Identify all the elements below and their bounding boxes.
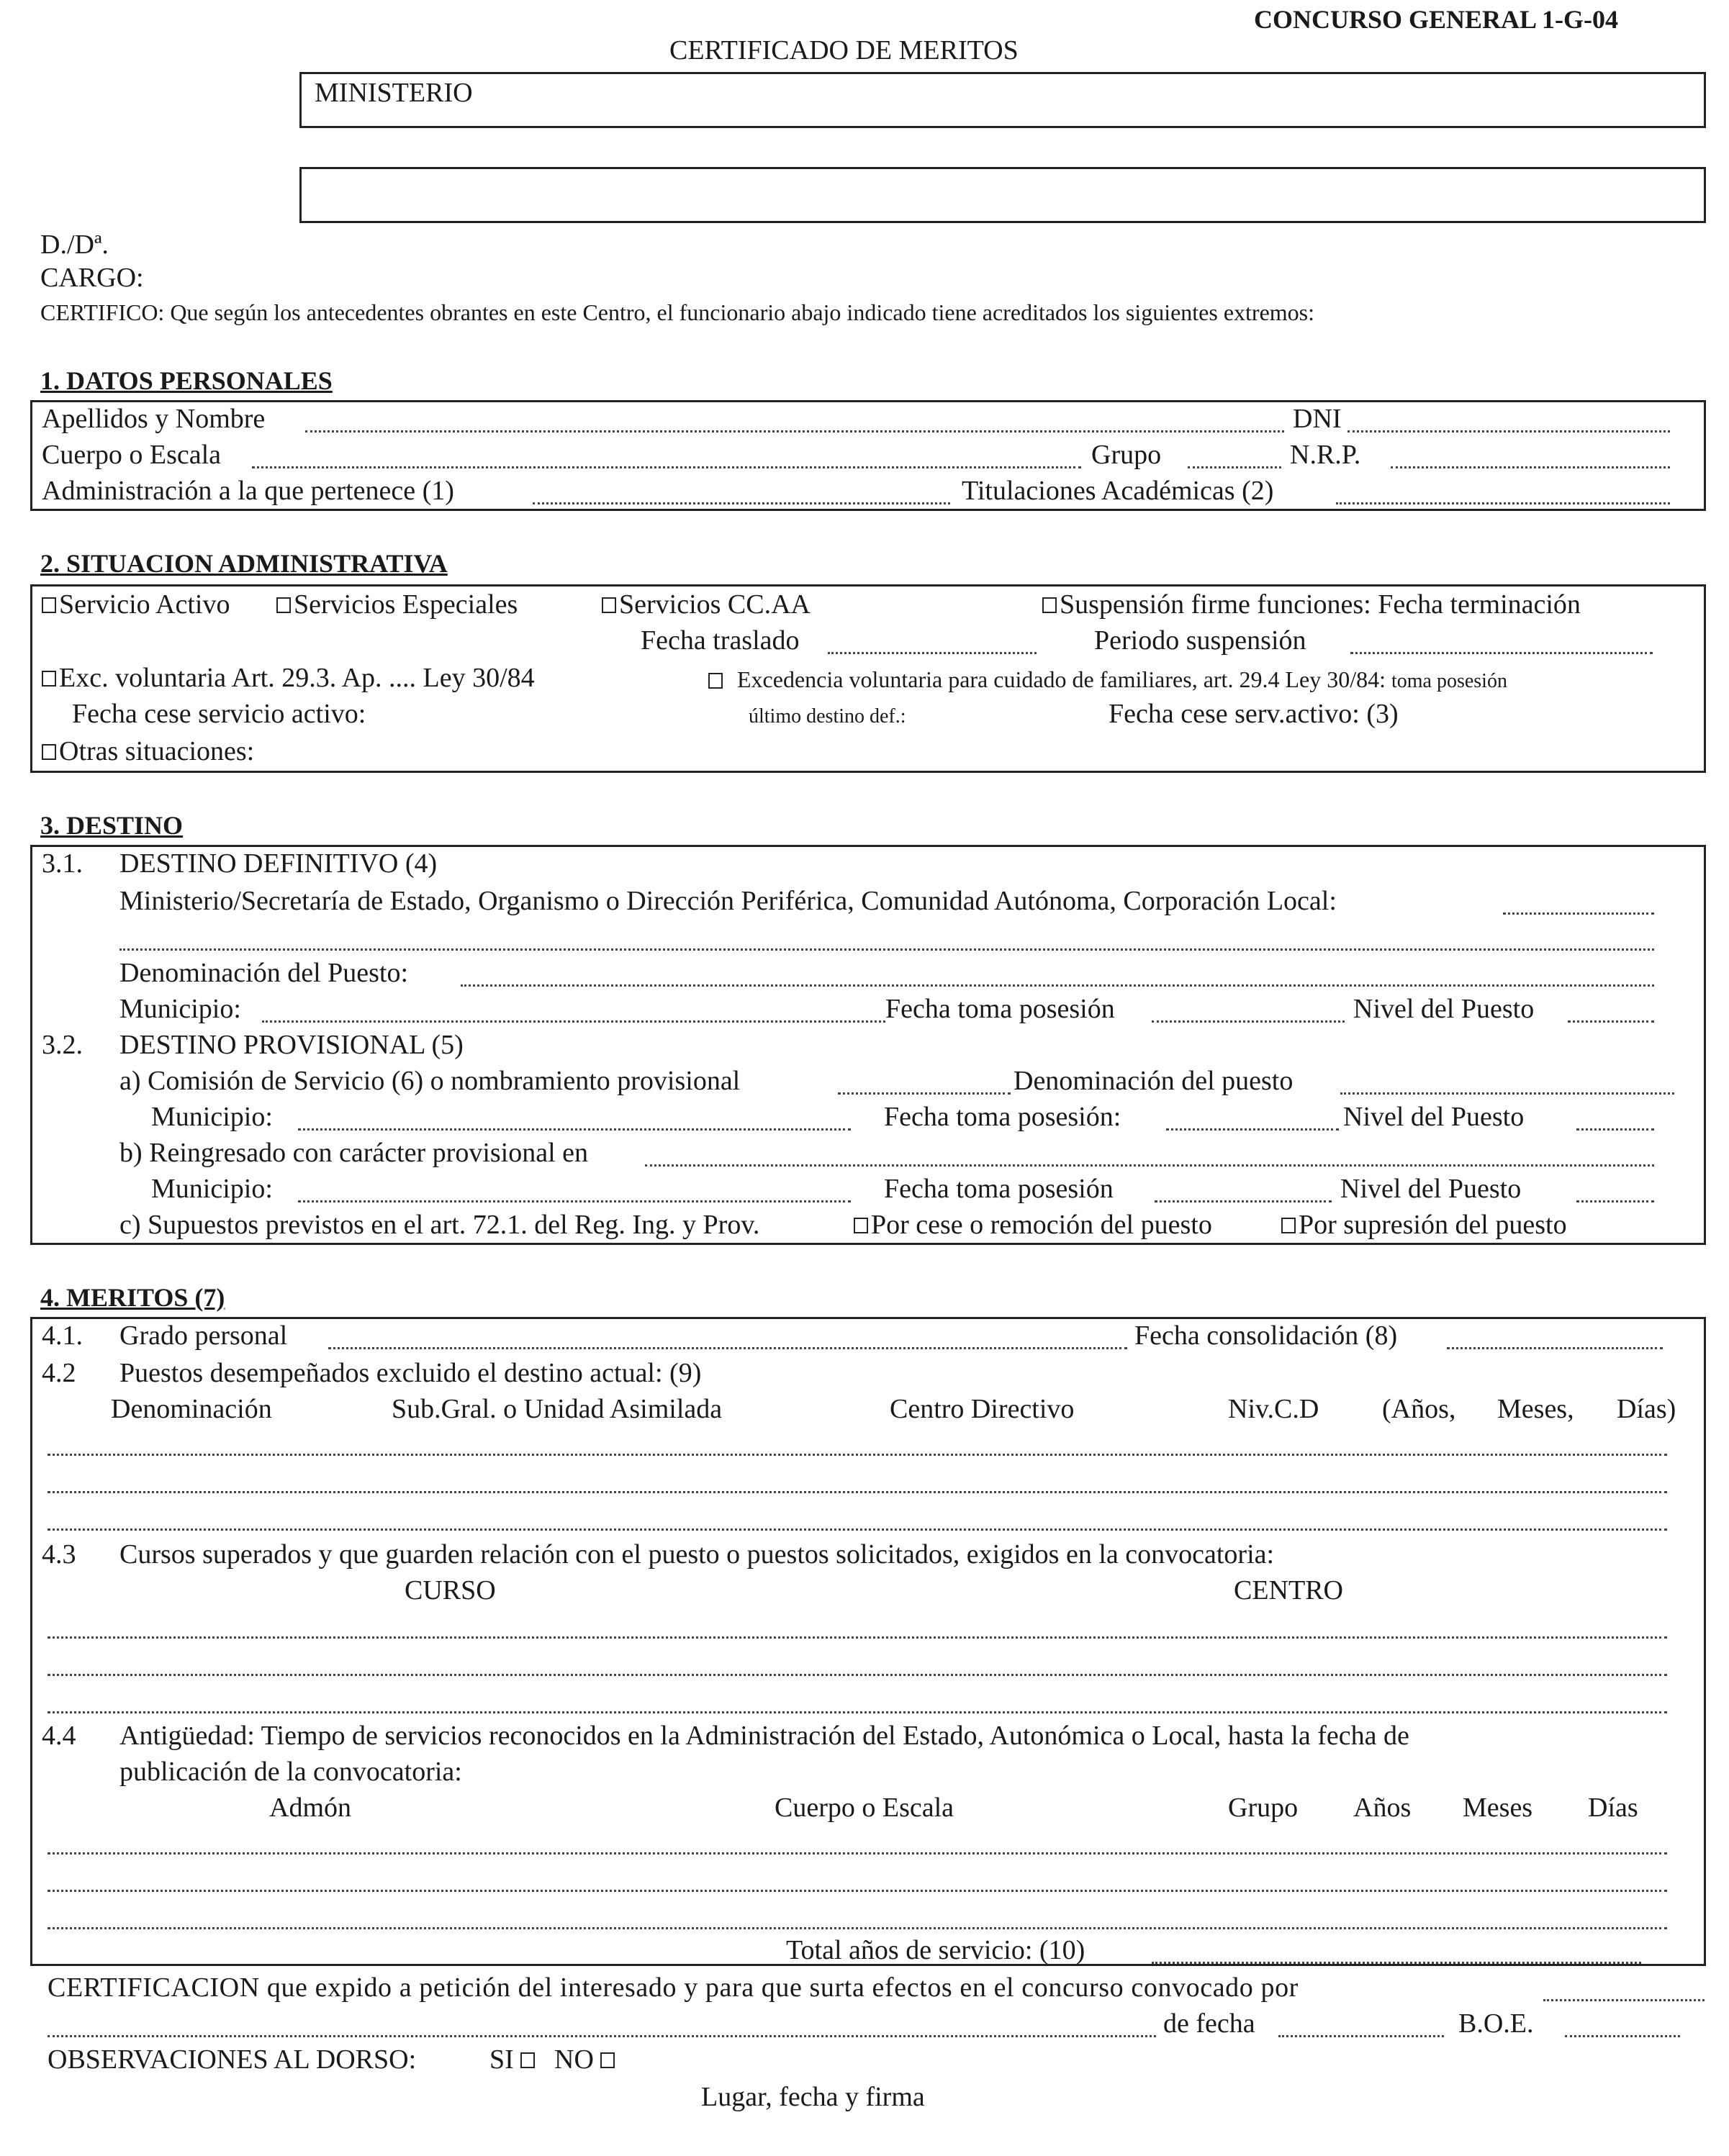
reingresado-input[interactable] — [645, 1164, 1654, 1167]
periodo-suspension-label: Periodo suspensión — [1094, 625, 1306, 656]
nivel3-input[interactable] — [1576, 1200, 1654, 1202]
col-meses-44: Meses — [1463, 1793, 1533, 1823]
administracion-label: Administración a la que pertenece (1) — [42, 476, 454, 506]
checkbox[interactable] — [42, 744, 56, 760]
municipio2-input[interactable] — [298, 1128, 851, 1131]
por-cese-label: Por cese o remoción del puesto — [871, 1210, 1212, 1240]
nivel3-label: Nivel del Puesto — [1340, 1174, 1522, 1204]
cursos-label: Cursos superados y que guarden relación con el puesto o puestos solicitados, exigidos en la convocatoria: — [119, 1539, 1275, 1570]
convocado-input[interactable] — [1543, 1999, 1705, 2001]
por-supresion-label: Por supresión del puesto — [1299, 1210, 1567, 1240]
servicios-especiales-label: Servicios Especiales — [294, 589, 518, 620]
convocado-input-2[interactable] — [48, 2035, 1156, 2037]
fecha-toma2-label: Fecha toma posesión: — [884, 1102, 1121, 1132]
denominacion-puesto-label: Denominación del puesto — [1014, 1066, 1294, 1096]
ministerio-field[interactable] — [299, 72, 1706, 128]
checkbox[interactable] — [520, 2052, 535, 2068]
exc-voluntaria-option[interactable] — [42, 662, 535, 694]
n42: 4.2 — [42, 1358, 76, 1388]
apellidos-label: Apellidos y Nombre — [42, 404, 266, 434]
si-label: SI — [489, 2044, 514, 2075]
checkbox[interactable] — [1281, 1218, 1296, 1233]
municipio3-input[interactable] — [298, 1200, 851, 1202]
total-label: Total años de servicio: (10) — [786, 1935, 1085, 1965]
grupo-input[interactable] — [1188, 466, 1281, 468]
col-dias: Días) — [1617, 1394, 1676, 1424]
cursos-row-2[interactable] — [48, 1674, 1667, 1676]
periodo-suspension-input[interactable] — [1350, 652, 1653, 654]
municipio3-label: Municipio: — [151, 1174, 273, 1204]
section-3-title: 3. DESTINO — [40, 811, 184, 840]
total-input[interactable] — [1152, 1962, 1641, 1964]
denominacion-input[interactable] — [461, 984, 1654, 987]
col-cuerpo: Cuerpo o Escala — [775, 1793, 954, 1823]
fecha-toma3-label: Fecha toma posesión — [884, 1174, 1114, 1204]
checkbox[interactable] — [854, 1218, 868, 1233]
ministerio-line-input[interactable] — [1503, 912, 1654, 915]
col-nivcd: Niv.C.D — [1228, 1394, 1319, 1424]
col-centro: CENTRO — [1234, 1575, 1343, 1605]
servicio-activo-label: Servicio Activo — [59, 589, 230, 620]
certifico-text: CERTIFICO: Que según los antecedentes obrantes en este Centro, el funcionario abajo indicado tiene acreditados los siguientes extremos: — [40, 299, 1315, 325]
nivel2-label: Nivel del Puesto — [1343, 1102, 1525, 1132]
col-grupo: Grupo — [1228, 1793, 1299, 1823]
fecha-toma2-input[interactable] — [1166, 1128, 1339, 1131]
nivel-label: Nivel del Puesto — [1353, 994, 1535, 1024]
col-dias-44: Días — [1588, 1793, 1638, 1823]
no-option[interactable] — [554, 2044, 618, 2075]
dni-input[interactable] — [1347, 430, 1670, 432]
col-anos: (Años, — [1382, 1394, 1456, 1424]
destino-provisional-title: DESTINO PROVISIONAL (5) — [119, 1030, 464, 1060]
lugar-fecha-firma: Lugar, fecha y firma — [701, 2082, 925, 2112]
denominacion-puesto-input[interactable] — [1340, 1092, 1674, 1095]
grado-label: Grado personal — [119, 1321, 288, 1351]
servicios-especiales-option[interactable] — [276, 589, 518, 620]
fecha-toma3-input[interactable] — [1155, 1200, 1332, 1202]
checkbox[interactable] — [600, 2052, 615, 2068]
n31: 3.1. — [42, 848, 83, 879]
col-meses: Meses, — [1497, 1394, 1574, 1424]
denominacion-label: Denominación del Puesto: — [119, 958, 409, 988]
checkbox[interactable] — [42, 597, 56, 613]
municipio-input[interactable] — [262, 1020, 885, 1023]
grado-input[interactable] — [328, 1347, 1127, 1349]
n43: 4.3 — [42, 1539, 76, 1570]
nrp-input[interactable] — [1391, 466, 1670, 468]
fecha-toma-label: Fecha toma posesión — [885, 994, 1115, 1024]
fecha-consolidacion-label: Fecha consolidación (8) — [1134, 1321, 1398, 1351]
col-anos-44: Años — [1353, 1793, 1412, 1823]
por-cese-option[interactable] — [854, 1209, 1212, 1241]
n32: 3.2. — [42, 1030, 83, 1060]
ministerio-line-input-2[interactable] — [119, 948, 1654, 951]
fecha-consolidacion-input[interactable] — [1447, 1347, 1663, 1349]
comision-input[interactable] — [838, 1092, 1011, 1095]
fecha-cese-serv-label: Fecha cese serv.activo: (3) — [1109, 699, 1399, 729]
checkbox[interactable] — [42, 671, 56, 687]
destino-definitivo-title: DESTINO DEFINITIVO (4) — [119, 848, 438, 879]
col-subgral: Sub.Gral. o Unidad Asimilada — [392, 1394, 723, 1424]
col-curso: CURSO — [405, 1575, 496, 1605]
administracion-input[interactable] — [533, 502, 950, 504]
suspension-option[interactable] — [1042, 589, 1581, 620]
puestos-row-3[interactable] — [48, 1528, 1667, 1531]
n44: 4.4 — [42, 1721, 76, 1751]
nivel2-input[interactable] — [1576, 1128, 1654, 1131]
excedencia-familiares-label: Excedencia voluntaria para cuidado de familiares, art. 29.4 Ley 30/84: — [737, 666, 1386, 692]
puestos-row-1[interactable] — [48, 1454, 1667, 1456]
col-denominacion: Denominación — [111, 1394, 272, 1424]
checkbox[interactable] — [708, 673, 723, 689]
section-2-title: 2. SITUACION ADMINISTRATIVA — [40, 549, 448, 578]
reingresado-label: b) Reingresado con carácter provisional en — [119, 1138, 589, 1168]
certificacion-text: CERTIFICACION que expido a petición del interesado y para que surta efectos en el concurso convocado por — [48, 1972, 1299, 2003]
organismo-field[interactable] — [299, 167, 1706, 223]
boe-label: B.O.E. — [1458, 2008, 1534, 2039]
cursos-row-3[interactable] — [48, 1711, 1667, 1713]
ultimo-destino-label: último destino def.: — [749, 705, 906, 728]
fecha-cese-activo-label: Fecha cese servicio activo: — [72, 699, 366, 729]
boe-input[interactable] — [1565, 2035, 1680, 2037]
servicios-ccaa-label: Servicios CC.AA — [619, 589, 811, 620]
de-fecha-label: de fecha — [1163, 2008, 1255, 2039]
servicio-activo-option[interactable] — [42, 589, 230, 620]
ministerio-line-label: Ministerio/Secretaría de Estado, Organismo o Dirección Periférica, Comunidad Autónoma, Corporación Local: — [119, 886, 1337, 916]
titulaciones-input[interactable] — [1336, 502, 1670, 504]
puestos-row-2[interactable] — [48, 1491, 1667, 1493]
excedencia-familiares-option[interactable] — [708, 666, 1507, 693]
fecha-traslado-label: Fecha traslado — [641, 625, 800, 656]
n41: 4.1. — [42, 1321, 83, 1351]
comision-label: a) Comisión de Servicio (6) o nombramiento provisional — [119, 1066, 741, 1096]
titulaciones-label: Titulaciones Académicas (2) — [962, 476, 1274, 506]
exc-voluntaria-label: Exc. voluntaria Art. 29.3. Ap. .... Ley 30/84 — [59, 663, 535, 693]
ddo-label: D./Dª. — [40, 230, 109, 260]
page-title: CERTIFICADO DE MERITOS — [669, 35, 1019, 65]
si-option[interactable] — [489, 2044, 538, 2075]
otras-situaciones-label: Otras situaciones: — [59, 736, 255, 766]
checkbox[interactable] — [602, 597, 616, 613]
nivel-input[interactable] — [1568, 1020, 1654, 1023]
puestos-label: Puestos desempeñados excluido el destino actual: (9) — [119, 1358, 702, 1388]
cursos-row-1[interactable] — [48, 1636, 1667, 1639]
section-1-title: 1. DATOS PERSONALES — [40, 366, 333, 395]
municipio-label: Municipio: — [119, 994, 241, 1024]
municipio2-label: Municipio: — [151, 1102, 273, 1132]
cuerpo-label: Cuerpo o Escala — [42, 440, 222, 470]
antiguedad-label: Antigüedad: Tiempo de servicios reconocidos en la Administración del Estado, Autonómica o Local, hasta la fecha de — [119, 1721, 1409, 1751]
ministerio-label: MINISTERIO — [315, 78, 473, 108]
fecha-traslado-input[interactable] — [828, 652, 1037, 654]
antiguedad-row-2[interactable] — [48, 1890, 1667, 1892]
otras-situaciones-option[interactable] — [42, 735, 254, 767]
form-code: CONCURSO GENERAL 1-G-04 — [1254, 5, 1619, 34]
suspension-label: Suspensión firme funciones: Fecha terminación — [1060, 589, 1581, 620]
apellidos-input[interactable] — [305, 430, 1284, 432]
de-fecha-input[interactable] — [1278, 2035, 1444, 2037]
cargo-label: CARGO: — [40, 263, 144, 293]
no-label: NO — [554, 2044, 594, 2075]
fecha-toma-input[interactable] — [1152, 1020, 1345, 1023]
checkbox[interactable] — [276, 597, 291, 613]
grupo-label: Grupo — [1091, 440, 1162, 470]
checkbox[interactable] — [1042, 597, 1057, 613]
section-4-title: 4. MERITOS (7) — [40, 1283, 225, 1312]
antiguedad-row-3[interactable] — [48, 1927, 1667, 1929]
antiguedad-row-1[interactable] — [48, 1852, 1667, 1854]
col-admon: Admón — [269, 1793, 351, 1823]
nrp-label: N.R.P. — [1290, 440, 1361, 470]
supuestos-label: c) Supuestos previstos en el art. 72.1. del Reg. Ing. y Prov. — [119, 1210, 760, 1240]
dni-label: DNI — [1293, 404, 1342, 434]
observaciones-label: OBSERVACIONES AL DORSO: — [48, 2044, 417, 2075]
publicacion-label: publicación de la convocatoria: — [119, 1757, 462, 1787]
cuerpo-input[interactable] — [252, 466, 1081, 468]
col-centro-directivo: Centro Directivo — [890, 1394, 1075, 1424]
por-supresion-option[interactable] — [1281, 1209, 1567, 1241]
servicios-ccaa-option[interactable] — [602, 589, 811, 620]
toma-posesion-label: toma posesión — [1391, 670, 1507, 692]
